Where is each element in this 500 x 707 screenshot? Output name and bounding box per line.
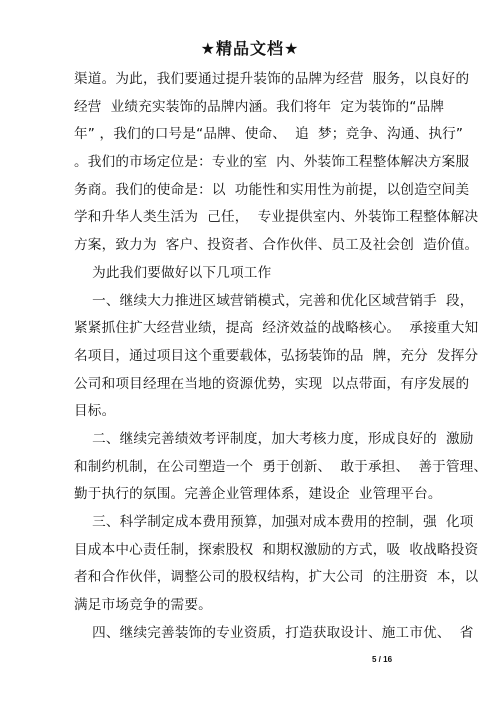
text-line: 和制约机制，在公司塑造一个 勇于创新、 敢于承担、 善于管理、: [74, 458, 488, 475]
text-line: 务商。我们的使命是：以 功能性和实用性为前提，以创造空间美: [74, 181, 470, 198]
document-body: [74, 66, 488, 647]
text-line: 公司和项目经理在当地的资源优势，实现 以点带面，有序发展的: [74, 375, 470, 392]
page-header-title: ★精品文档★: [200, 39, 300, 58]
text-line: 二、继续完善绩效考评制度，加大考核力度，形成良好的 激励: [74, 430, 474, 447]
text-line: 年” ，我们的口号是“品牌、使命、 追 梦；竞争、沟通、执行”: [74, 126, 464, 143]
text-line: 。我们的市场定位是：专业的室 内、外装饰工程整体解决方案服: [74, 154, 470, 171]
text-line: 紧紧抓住扩大经营业绩，提高 经济效益的战略核心。 承接重大知: [74, 320, 479, 337]
text-line: 目成本中心责任制，探索股权 和期权激励的方式，吸 收战略投资: [74, 541, 479, 558]
text-line: 为此我们要做好以下几项工作: [74, 264, 272, 281]
text-line: 一、继续大力推进区域营销模式，完善和优化区域营销手 段，: [74, 292, 474, 309]
text-line: 目标。: [74, 403, 116, 420]
text-line: 勤于执行的氛围。完善企业管理体系，建设企 业管理平台。: [74, 486, 442, 503]
text-line: 三、科学制定成本费用预算，加强对成本费用的控制，强 化项: [74, 514, 474, 530]
text-line: 方案，致力为 客户、投资者、合作伙伴、员工及社会创 造价值。: [74, 237, 479, 254]
page-number: 5 / 16: [372, 655, 393, 664]
text-line: 满足市场竞争的需要。: [74, 597, 212, 614]
text-line: 渠道。为此，我们要通过提升装饰的品牌为经营 服务，以良好的: [74, 71, 470, 87]
text-line: 四、继续完善装饰的专业资质，打造获取设计、施工市优、 省: [74, 624, 474, 641]
text-line: 者和合作伙伴，调整公司的股权结构，扩大公司 的注册资 本，以: [74, 569, 479, 586]
text-line: 经营 业绩充实装饰的品牌内涵。我们将年 定为装饰的“品牌: [74, 98, 445, 115]
text-line: 名项目，通过项目这个重要载体，弘扬装饰的品 牌，充分 发挥分: [74, 347, 479, 364]
text-line: 学和升华人类生活为 己任， 专业提供室内、外装饰工程整体解决: [74, 209, 479, 226]
